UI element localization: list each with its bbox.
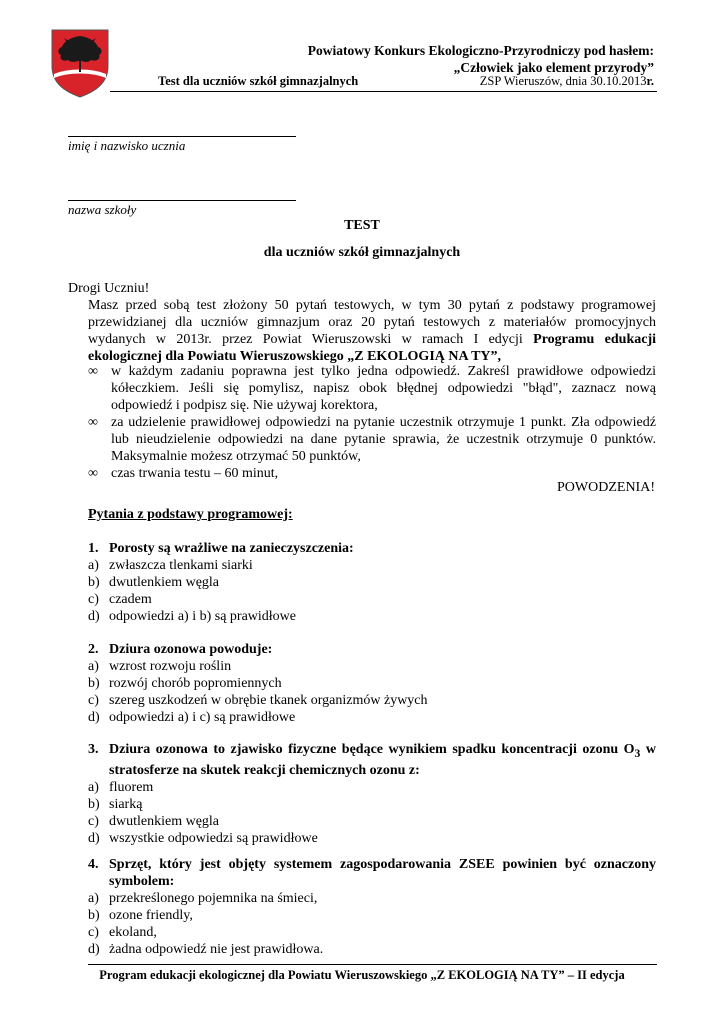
option-letter: a) <box>88 659 99 674</box>
question-text-cont: w stratosferze na skutek reakcji chemicznych ozonu z: <box>109 742 656 778</box>
option-letter: c) <box>88 693 99 708</box>
document-subtitle: dla uczniów szkół gimnazjalnych <box>263 245 461 260</box>
question-heading <box>88 741 656 779</box>
question-number: 3. <box>88 742 99 757</box>
intro-paragraph <box>88 297 656 365</box>
intro-text: Masz przed sobą test złożony 50 pytań testowych, w tym 30 pytań z podstawy programowej przewidzianej dla uczniów gimnazjum oraz 20 pytań testowych z materiałów promocyjnych wydanych w 2013r. przez Powiat Wieruszowski w ramach I edycji <box>88 298 656 347</box>
answer-option[interactable] <box>88 574 656 591</box>
option-letter: d) <box>88 710 100 725</box>
option-text: odpowiedzi a) i b) są prawidłowe <box>109 609 296 624</box>
option-letter: a) <box>88 779 99 795</box>
subscript-3: 3 <box>634 746 641 760</box>
option-text: dwutlenkiem węgla <box>109 575 220 590</box>
coat-of-arms-icon <box>50 28 110 98</box>
question-heading <box>88 641 656 658</box>
option-text: wzrost rozwoju roślin <box>109 659 232 674</box>
option-letter: d) <box>88 830 100 846</box>
contest-title <box>308 42 654 76</box>
contest-title-line1: Powiatowy Konkurs Ekologiczno-Przyrodniczy pod hasłem: <box>307 43 654 58</box>
date-label <box>480 74 654 89</box>
header-divider <box>110 91 657 92</box>
answer-option[interactable] <box>88 941 656 958</box>
greeting: Drogi Uczniu! <box>68 281 150 296</box>
option-letter: d) <box>88 942 100 957</box>
answer-option[interactable] <box>88 813 656 830</box>
option-text: dwutlenkiem węgla <box>109 813 220 829</box>
answer-option[interactable] <box>88 779 656 796</box>
infinity-bullet-icon: ∞ <box>88 415 98 430</box>
option-text: siarką <box>109 796 143 812</box>
answer-option[interactable] <box>88 692 656 709</box>
intro-program-name: Programu edukacji ekologicznej dla Powiatu Wieruszowskiego „Z EKOLOGIĄ NA TY”, <box>88 332 656 364</box>
option-letter: b) <box>88 676 100 691</box>
option-text: ekoland, <box>109 925 157 940</box>
footer-text: Program edukacji ekologicznej dla Powiatu Wieruszowskiego „Z EKOLOGIĄ NA TY” – II edycja <box>99 968 625 982</box>
option-letter: b) <box>88 908 100 923</box>
student-name-line[interactable] <box>68 136 296 137</box>
answer-option[interactable] <box>88 890 656 907</box>
answer-option[interactable] <box>88 608 656 625</box>
answer-option[interactable] <box>88 796 656 813</box>
question-4 <box>88 856 656 958</box>
answer-option[interactable] <box>88 675 656 692</box>
answer-option[interactable] <box>88 557 656 574</box>
infinity-bullet-icon: ∞ <box>88 364 98 379</box>
option-text: czadem <box>109 592 152 607</box>
document-title: TEST <box>344 218 380 233</box>
footer-divider <box>88 964 657 965</box>
rule-text: w każdym zadaniu poprawna jest tylko jedna odpowiedź. Zakreśl prawidłowe odpowiedzi kółeczkiem. Jeśli się pomylisz, napisz obok błędnej odpowiedzi "błąd", zaznacz nową odpowiedź i podpisz się. Nie używaj korektora, <box>111 364 656 413</box>
school-name-line[interactable] <box>68 200 296 201</box>
infinity-bullet-icon: ∞ <box>88 466 98 481</box>
option-text: ozone friendly, <box>109 908 193 923</box>
rule-item <box>88 414 656 465</box>
option-letter: c) <box>88 925 99 940</box>
question-3 <box>88 741 656 847</box>
option-letter: b) <box>88 796 100 812</box>
option-text: odpowiedzi a) i c) są prawidłowe <box>109 710 296 725</box>
option-text: szereg uszkodzeń w obrębie tkanek organizmów żywych <box>109 693 428 708</box>
rule-text: za udzielenie prawidłowej odpowiedzi na pytanie uczestnik otrzymuje 1 punkt. Zła odpowiedź lub nieudzielenie odpowiedzi na dane pytanie sprawia, że uczestnik otrzymuje 0 punktów. Maksymalnie możesz otrzymać 50 punktów, <box>111 415 656 464</box>
question-text: Dziura ozonowa to zjawisko fizyczne będące wynikiem spadku koncentracji ozonu O <box>109 742 635 757</box>
option-text: żadna odpowiedź nie jest prawidłowa. <box>109 942 324 957</box>
answer-option[interactable] <box>88 924 656 941</box>
date-suffix: r. <box>646 74 654 88</box>
question-text: Sprzęt, który jest objęty systemem zagospodarowania ZSEE powinien być oznaczony symbolem: <box>109 857 656 889</box>
answer-option[interactable] <box>88 907 656 924</box>
option-letter: c) <box>88 813 99 829</box>
question-1 <box>88 540 656 625</box>
section-title: Pytania z podstawy programowej: <box>88 507 293 522</box>
option-text: rozwój chorób popromiennych <box>109 676 282 691</box>
option-letter: c) <box>88 592 99 607</box>
option-letter: d) <box>88 609 100 624</box>
option-text: wszystkie odpowiedzi są prawidłowe <box>109 830 318 846</box>
test-for-label: Test dla uczniów szkół gimnazjalnych <box>158 74 359 88</box>
question-heading <box>88 540 656 557</box>
question-number: 4. <box>88 857 99 872</box>
question-text: Porosty są wrażliwe na zanieczyszczenia: <box>109 541 354 556</box>
contest-title-line2: „Człowiek jako element przyrody” <box>453 60 654 75</box>
option-text: zwłaszcza tlenkami siarki <box>109 558 253 573</box>
rules-list <box>88 363 656 482</box>
option-text: przekreślonego pojemnika na śmieci, <box>109 891 318 906</box>
option-letter: a) <box>88 558 99 573</box>
rule-item <box>88 363 656 414</box>
student-name-label: imię i nazwisko ucznia <box>68 138 186 153</box>
answer-option[interactable] <box>88 658 656 675</box>
option-text: fluorem <box>109 779 154 795</box>
question-text: Dziura ozonowa powoduje: <box>109 642 273 657</box>
good-luck: POWODZENIA! <box>557 480 655 495</box>
date-text: ZSP Wieruszów, dnia 30.10.2013 <box>479 74 647 88</box>
question-number: 2. <box>88 642 99 657</box>
question-number: 1. <box>88 541 99 556</box>
answer-option[interactable] <box>88 709 656 726</box>
question-heading <box>88 856 656 890</box>
school-name-label: nazwa szkoły <box>68 202 137 217</box>
answer-option[interactable] <box>88 830 656 847</box>
question-2 <box>88 641 656 726</box>
option-letter: a) <box>88 891 99 906</box>
option-letter: b) <box>88 575 100 590</box>
answer-option[interactable] <box>88 591 656 608</box>
rule-text: czas trwania testu – 60 minut, <box>111 466 279 481</box>
